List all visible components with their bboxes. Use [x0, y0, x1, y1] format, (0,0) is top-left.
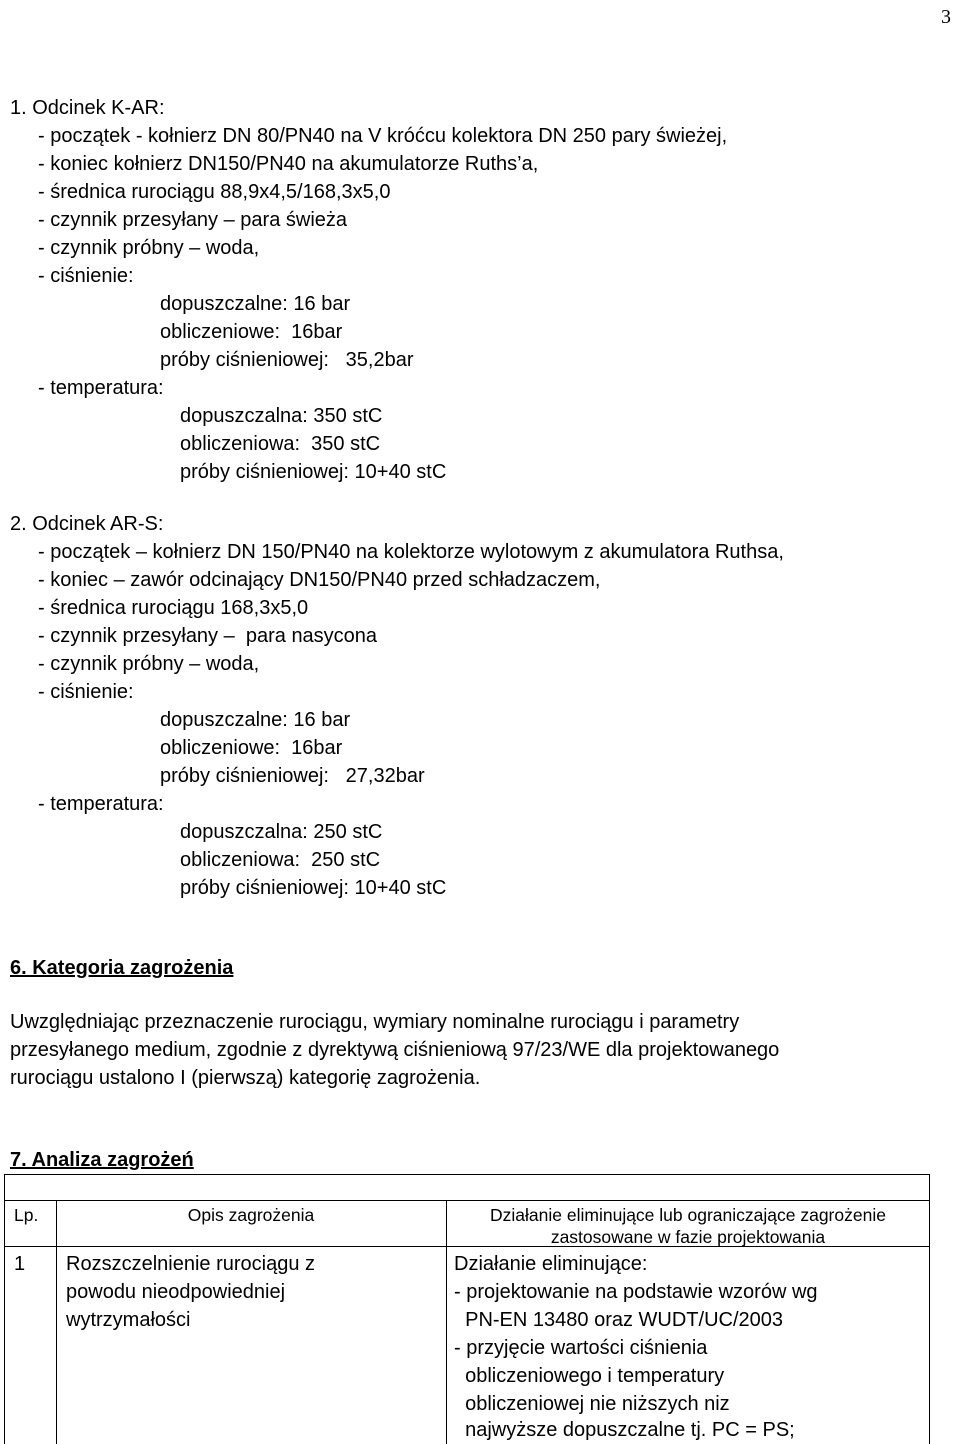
- section1-temperature-design: obliczeniowa: 350 stC: [180, 433, 381, 455]
- table-row1-lp: 1: [14, 1253, 26, 1275]
- table-row1-dzialanie-line-4: - przyjęcie wartości ciśnienia: [454, 1337, 708, 1359]
- page-number: 3: [941, 6, 951, 28]
- table-row1-opis-line-2: powodu nieodpowiedniej: [66, 1281, 286, 1303]
- section2-line-6: - ciśnienie:: [38, 681, 134, 703]
- heading-analiza-zagrozen: 7. Analiza zagrożeń: [10, 1149, 194, 1171]
- table-row1-dzialanie-line-6: obliczeniowej nie niższych niz: [454, 1393, 730, 1415]
- section2-line-5: - czynnik próbny – woda,: [38, 653, 260, 675]
- table-row1-opis-line-3: wytrzymałości: [66, 1309, 191, 1331]
- section2-temperature-test: próby ciśnieniowej: 10+40 stC: [180, 877, 447, 899]
- section1-line-6: - ciśnienie:: [38, 265, 134, 287]
- heading-kategoria-zagrozenia: 6. Kategoria zagrożenia: [10, 957, 234, 979]
- section1-line-4: - czynnik przesyłany – para świeża: [38, 209, 348, 231]
- table-row1-dzialanie-line-2: - projektowanie na podstawie wzorów wg: [454, 1281, 818, 1303]
- section2-temperature-allowable: dopuszczalna: 250 stC: [180, 821, 383, 843]
- section2-title: 2. Odcinek AR-S:: [10, 513, 164, 535]
- section2-line-1: - początek – kołnierz DN 150/PN40 na kolektorze wylotowym z akumulatora Ruthsa,: [38, 541, 784, 563]
- section1-line-2: - koniec kołnierz DN150/PN40 na akumulatorze Ruths’a,: [38, 153, 539, 175]
- table-top-border: [4, 1174, 930, 1175]
- table-col-divider-1: [56, 1200, 57, 1444]
- table-left-border: [4, 1174, 5, 1444]
- table-row1-dzialanie-line-5: obliczeniowego i temperatury: [454, 1365, 725, 1387]
- section2-temperature-design: obliczeniowa: 250 stC: [180, 849, 381, 871]
- table-header-opis: Opis zagrożenia: [187, 1205, 315, 1225]
- section1-line-3: - średnica rurociągu 88,9x4,5/168,3x5,0: [38, 181, 391, 203]
- section1-line-1: - początek - kołnierz DN 80/PN40 na V króćcu kolektora DN 250 pary świeżej,: [38, 125, 728, 147]
- section1-pressure-allowable: dopuszczalne: 16 bar: [160, 293, 351, 315]
- table-header-dzialanie-line-2: zastosowane w fazie projektowania: [550, 1227, 826, 1247]
- section2-temperature-label: - temperatura:: [38, 793, 164, 815]
- table-header-lp: Lp.: [14, 1205, 39, 1225]
- para6-line-3: rurociągu ustalono I (pierwszą) kategorię zagrożenia.: [10, 1067, 481, 1089]
- table-row1-dzialanie-line-7: najwyższe dopuszczalne tj. PC = PS;: [454, 1419, 795, 1441]
- section2-pressure-design: obliczeniowe: 16bar: [160, 737, 343, 759]
- section1-line-5: - czynnik próbny – woda,: [38, 237, 260, 259]
- para6-line-2: przesyłanego medium, zgodnie z dyrektywą ciśnieniową 97/23/WE dla projektowanego: [10, 1039, 780, 1061]
- section2-line-2: - koniec – zawór odcinający DN150/PN40 przed schładzaczem,: [38, 569, 601, 591]
- section1-pressure-design: obliczeniowe: 16bar: [160, 321, 343, 343]
- table-header-top-border: [4, 1200, 930, 1201]
- section1-pressure-test: próby ciśnieniowej: 35,2bar: [160, 349, 414, 371]
- section2-pressure-test: próby ciśnieniowej: 27,32bar: [160, 765, 425, 787]
- section2-line-4: - czynnik przesyłany – para nasycona: [38, 625, 378, 647]
- section2-pressure-allowable: dopuszczalne: 16 bar: [160, 709, 351, 731]
- table-row1-dzialanie-line-3: PN-EN 13480 oraz WUDT/UC/2003: [454, 1309, 784, 1331]
- section1-temperature-test: próby ciśnieniowej: 10+40 stC: [180, 461, 447, 483]
- table-header-dzialanie-line-1: Działanie eliminujące lub ograniczające zagrożenie: [490, 1205, 886, 1225]
- para6-line-1: Uwzględniając przeznaczenie rurociągu, wymiary nominalne rurociągu i parametry: [10, 1011, 740, 1033]
- section1-temperature-label: - temperatura:: [38, 377, 164, 399]
- table-row1-opis-line-1: Rozszczelnienie rurociągu z: [66, 1253, 316, 1275]
- section1-title: 1. Odcinek K-AR:: [10, 97, 165, 119]
- table-row1-dzialanie-line-1: Działanie eliminujące:: [454, 1253, 648, 1275]
- section2-line-3: - średnica rurociągu 168,3x5,0: [38, 597, 309, 619]
- section1-temperature-allowable: dopuszczalna: 350 stC: [180, 405, 383, 427]
